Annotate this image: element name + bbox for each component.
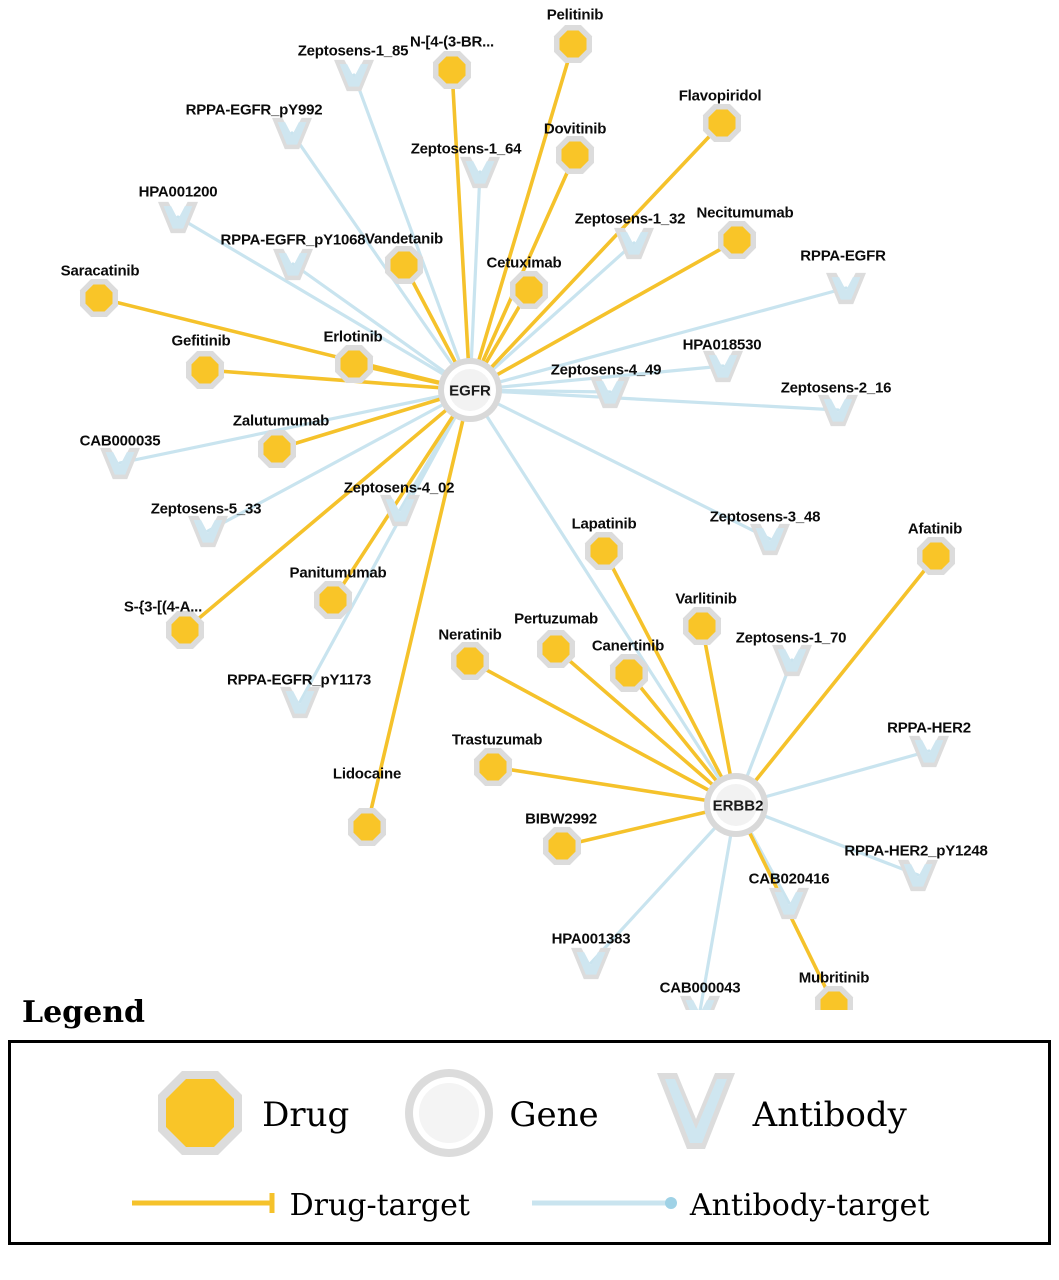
antibody-label: RPPA-EGFR_pY1068 xyxy=(220,231,366,249)
drug-label: Saracatinib xyxy=(60,262,140,280)
antibody-label: RPPA-EGFR_pY1173 xyxy=(226,671,372,689)
antibody-label: CAB000035 xyxy=(79,432,161,450)
antibody-label: Zeptosens-4_49 xyxy=(550,361,662,379)
drug-target-edge xyxy=(470,44,573,390)
legend-title: Legend xyxy=(22,995,146,1030)
drug-octagon-icon xyxy=(152,1065,248,1166)
legend-label-antibody-target: Antibody-target xyxy=(689,1187,930,1223)
drug-target-edge xyxy=(452,70,470,390)
antibody-label: HPA018530 xyxy=(682,336,762,354)
gene-label: ERBB2 xyxy=(712,797,764,815)
antibody-label: Zeptosens-3_48 xyxy=(709,508,821,526)
drug-node[interactable] xyxy=(439,57,466,84)
legend xyxy=(8,995,1051,1245)
drug-node[interactable] xyxy=(689,613,716,640)
drug-label: Varlitinib xyxy=(675,590,737,608)
legend-label-antibody: Antibody xyxy=(752,1095,907,1135)
drug-node[interactable] xyxy=(391,252,418,279)
drug-target-edge-icon xyxy=(130,1190,280,1221)
antibody-label: CAB020416 xyxy=(748,870,830,888)
drug-label: Panitumumab xyxy=(289,564,387,582)
drug-label: Trastuzumab xyxy=(451,731,543,749)
drug-node[interactable] xyxy=(923,543,950,570)
legend-label-drug-target: Drug-target xyxy=(289,1187,470,1223)
drug-label: Vandetanib xyxy=(364,230,444,248)
drug-label: Flavopiridol xyxy=(678,87,762,105)
gene-circle-icon xyxy=(403,1067,495,1164)
drug-label: Afatinib xyxy=(907,520,963,538)
drug-node[interactable] xyxy=(591,538,618,565)
legend-node-row xyxy=(11,1065,1048,1165)
drug-target-edge xyxy=(367,390,470,827)
antibody-label: CAB000043 xyxy=(659,979,741,997)
antibody-label: HPA001200 xyxy=(138,183,218,201)
drug-target-edge xyxy=(736,556,936,805)
legend-item-antibody xyxy=(653,1067,907,1164)
drug-label: Mubritinib xyxy=(798,969,870,987)
drug-node[interactable] xyxy=(516,277,543,304)
drug-node[interactable] xyxy=(354,814,381,841)
legend-item-drug xyxy=(152,1065,349,1166)
antibody-label: Zeptosens-1_70 xyxy=(735,629,847,647)
antibody-label: Zeptosens-2_16 xyxy=(780,379,892,397)
drug-node[interactable] xyxy=(341,351,368,378)
drug-label: Necitumumab xyxy=(696,204,794,222)
drug-label: Dovitinib xyxy=(543,120,607,138)
drug-node[interactable] xyxy=(616,660,643,687)
antibody-label: Zeptosens-1_64 xyxy=(410,140,522,158)
antibody-label: Zeptosens-1_32 xyxy=(574,210,686,228)
legend-item-drug-target xyxy=(130,1188,470,1223)
legend-item-antibody-target xyxy=(530,1188,930,1223)
drug-node[interactable] xyxy=(264,436,291,463)
drug-label: Erlotinib xyxy=(323,328,383,346)
drug-label: N-[4-(3-BR... xyxy=(409,33,495,51)
antibody-label: RPPA-HER2_pY1248 xyxy=(844,842,988,860)
antibody-label: RPPA-HER2 xyxy=(887,719,971,737)
drug-label: Zalutumumab xyxy=(232,412,330,430)
drug-node[interactable] xyxy=(457,648,484,675)
drug-label: Gefitinib xyxy=(171,332,231,350)
drug-label: Neratinib xyxy=(438,626,502,644)
drug-node[interactable] xyxy=(562,142,589,169)
drug-node[interactable] xyxy=(172,617,199,644)
drug-node[interactable] xyxy=(86,285,113,312)
antibody-label: RPPA-EGFR xyxy=(800,247,886,265)
legend-label-drug: Drug xyxy=(262,1095,350,1135)
drug-label: S-{3-[(4-A... xyxy=(123,598,203,616)
antibody-label: Zeptosens-4_02 xyxy=(343,479,455,497)
legend-box xyxy=(8,1040,1051,1245)
drug-label: Lidocaine xyxy=(332,765,402,783)
drug-label: Pelitinib xyxy=(546,6,604,24)
antibody-label: RPPA-EGFR_pY992 xyxy=(185,101,323,119)
drug-node[interactable] xyxy=(549,833,576,860)
drug-node[interactable] xyxy=(724,227,751,254)
legend-edge-row xyxy=(11,1175,1048,1235)
drug-label: Cetuximab xyxy=(486,254,562,272)
drug-node[interactable] xyxy=(480,754,507,781)
drug-node[interactable] xyxy=(192,357,219,384)
drug-label: BIBW2992 xyxy=(525,810,597,828)
drug-label: Canertinib xyxy=(591,637,665,655)
antibody-label: Zeptosens-1_85 xyxy=(297,42,409,60)
drug-node[interactable] xyxy=(709,110,736,137)
gene-label: EGFR xyxy=(449,382,491,400)
antibody-target-edge-icon xyxy=(530,1190,680,1221)
legend-item-gene xyxy=(403,1067,598,1164)
drug-node[interactable] xyxy=(560,31,587,58)
drug-label: Pertuzumab xyxy=(514,610,598,628)
antibody-label: Zeptosens-5_33 xyxy=(150,500,262,518)
drug-node[interactable] xyxy=(543,636,570,663)
drug-node[interactable] xyxy=(320,587,347,614)
legend-label-gene: Gene xyxy=(509,1095,599,1135)
antibody-chevron-icon xyxy=(653,1067,739,1164)
drug-label: Lapatinib xyxy=(571,515,637,533)
antibody-label: HPA001383 xyxy=(551,930,631,948)
